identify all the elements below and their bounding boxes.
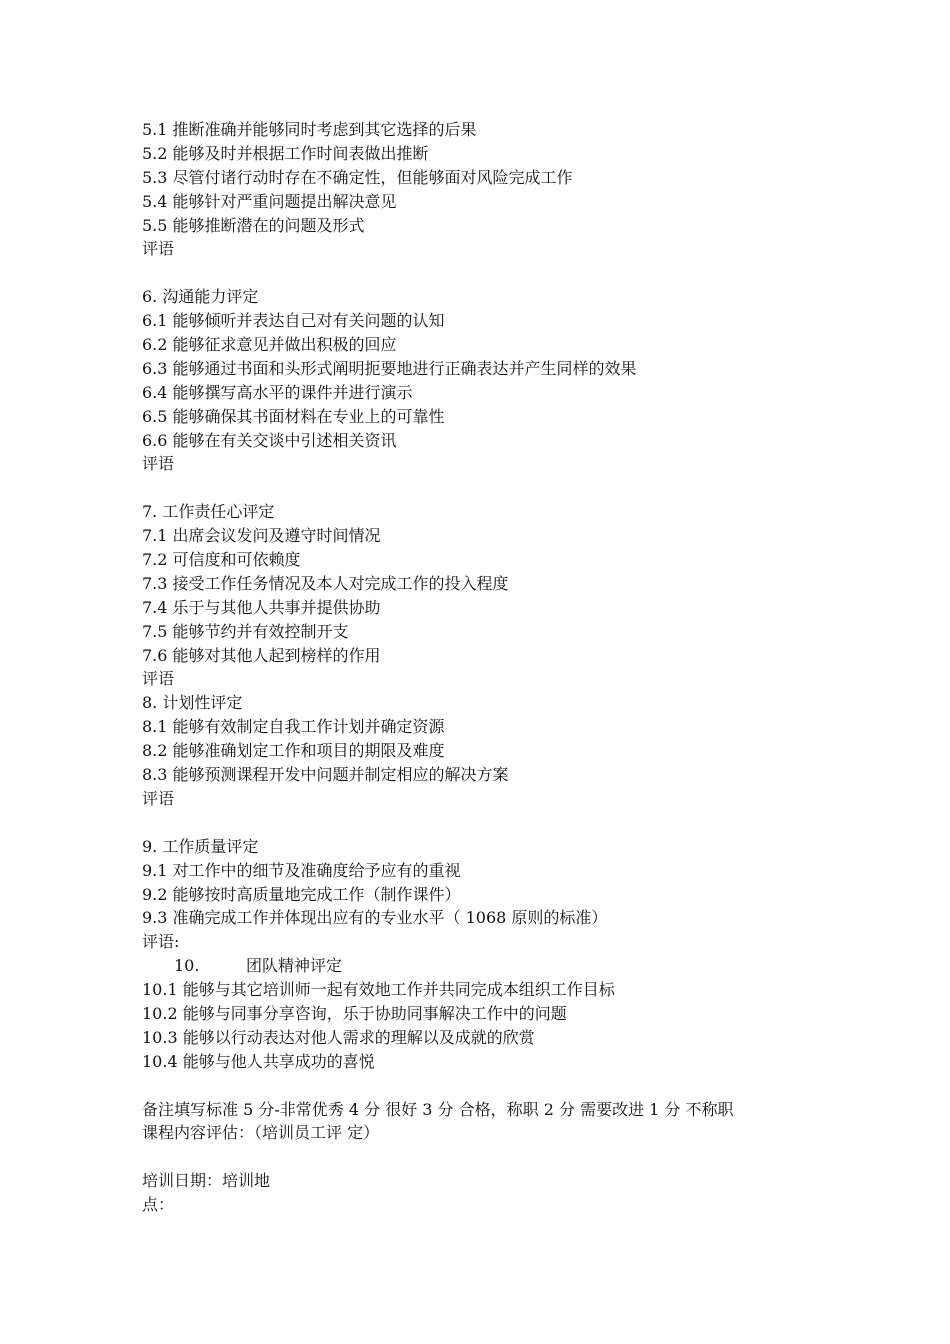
list-item: 6.6 能够在有关交谈中引述相关资讯	[142, 430, 397, 450]
list-item: 8.1 能够有效制定自我工作计划并确定资源	[142, 717, 445, 737]
section-6	[142, 285, 822, 476]
course-evaluation: 课程内容评估：（培训员工评 定）	[142, 1123, 380, 1143]
spacer	[142, 1145, 822, 1169]
spacer	[142, 476, 822, 500]
list-item: 5.5 能够推断潜在的问题及形式	[142, 215, 365, 235]
list-item: 9.2 能够按时高质量地完成工作（制作课件）	[142, 884, 461, 904]
list-item: 7.5 能够节约并有效控制开支	[142, 621, 349, 641]
list-item: 9.3 准确完成工作并体现出应有的专业水平（ 1068 原则的标准）	[142, 908, 608, 928]
list-item: 7.4 乐于与其他人共事并提供协助	[142, 597, 381, 617]
training-date: 培训日期：培训地	[142, 1171, 271, 1191]
section-number: 10.	[174, 956, 200, 976]
section-9	[142, 835, 822, 954]
list-item: 8.2 能够准确划定工作和项目的期限及难度	[142, 741, 445, 761]
evaluation-form	[142, 118, 822, 1217]
section-title-text: 团队精神评定	[246, 956, 343, 976]
list-item: 6.4 能够撰写高水平的课件并进行演示	[142, 382, 413, 402]
list-item: 7.1 出席会议发问及遵守时间情况	[142, 526, 381, 546]
spacer	[142, 811, 822, 835]
list-item: 6.2 能够征求意见并做出积极的回应	[142, 335, 397, 355]
list-item: 5.3 尽管付诸行动时存在不确定性，但能够面对风险完成工作	[142, 167, 573, 187]
section-5	[142, 118, 822, 261]
list-item: 5.4 能够针对严重问题提出解决意见	[142, 191, 397, 211]
list-item: 6.5 能够确保其书面材料在专业上的可靠性	[142, 406, 445, 426]
section-10	[142, 954, 822, 1073]
section-title: 7. 工作责任心评定	[142, 502, 275, 522]
section-8	[142, 691, 822, 810]
list-item: 9.1 对工作中的细节及准确度给予应有的重视	[142, 860, 461, 880]
comment-label: 评语	[142, 669, 175, 689]
comment-label: 评语:	[142, 932, 180, 952]
list-item: 5.2 能够及时并根据工作时间表做出推断	[142, 143, 429, 163]
notes	[142, 1098, 822, 1217]
list-item: 8.3 能够预测课程开发中问题并制定相应的解决方案	[142, 765, 509, 785]
list-item: 5.1 推断准确并能够同时考虑到其它选择的后果	[142, 120, 477, 139]
list-item: 10.1 能够与其它培训师一起有效地工作并共同完成本组织工作目标	[142, 980, 615, 1000]
spacer	[142, 1074, 822, 1098]
list-item: 6.1 能够倾听并表达自己对有关问题的认知	[142, 311, 445, 331]
section-title: 6. 沟通能力评定	[142, 287, 259, 307]
scoring-note: 备注填写标准 5 分-非常优秀 4 分 很好 3 分 合格，称职 2 分 需要改进 1 分 不称职	[142, 1099, 734, 1119]
list-item: 10.4 能够与他人共享成功的喜悦	[142, 1051, 375, 1071]
list-item: 6.3 能够通过书面和头形式阐明扼要地进行正确表达并产生同样的效果	[142, 358, 637, 378]
comment-label: 评语	[142, 454, 175, 474]
list-item: 10.2 能够与同事分享咨询，乐于协助同事解决工作中的问题	[142, 1003, 567, 1023]
list-item: 7.6 能够对其他人起到榜样的作用	[142, 645, 381, 665]
section-7	[142, 500, 822, 691]
section-title	[142, 954, 822, 978]
list-item: 7.2 可信度和可依赖度	[142, 550, 301, 570]
section-title: 8. 计划性评定	[142, 693, 243, 713]
list-item: 7.3 接受工作任务情况及本人对完成工作的投入程度	[142, 573, 509, 593]
comment-label: 评语	[142, 239, 175, 259]
training-place: 点：	[142, 1195, 175, 1215]
list-item: 10.3 能够以行动表达对他人需求的理解以及成就的欣赏	[142, 1027, 535, 1047]
comment-label: 评语	[142, 788, 175, 808]
spacer	[142, 261, 822, 285]
section-title: 9. 工作质量评定	[142, 836, 259, 856]
